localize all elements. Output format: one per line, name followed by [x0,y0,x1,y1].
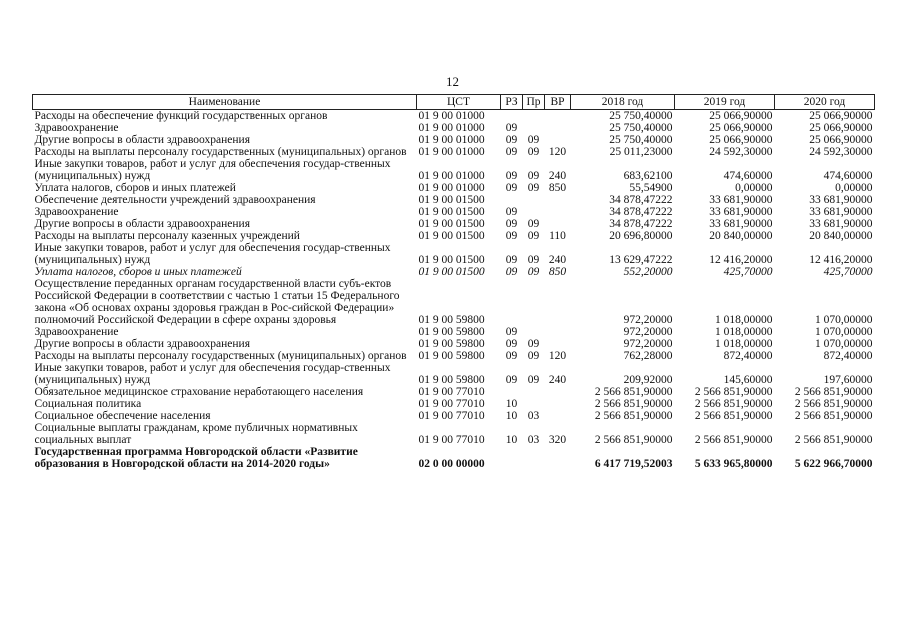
row-2020: 12 416,20000 [809,254,873,266]
row-cst: 01 9 00 59800 [418,374,485,386]
row-rz: 10 [505,434,518,446]
header-2018: 2018 год [571,95,675,110]
row-name: Другие вопросы в области здравоохранения [34,338,250,350]
row-2020: 33 681,90000 [809,194,873,206]
row-2020: 2 566 851,90000 [794,434,873,446]
row-2020: 474,60000 [823,170,873,182]
row-cst: 01 9 00 01000 [418,182,485,194]
table-row [33,446,875,470]
row-rz: 09 [505,266,518,278]
row-cst: 01 9 00 59800 [418,314,485,326]
header-2019: 2019 год [675,95,775,110]
row-pr: 09 [527,338,540,350]
row-2020: 1 070,00000 [815,326,873,338]
row-vr [545,218,571,230]
row-2019: 25 066,90000 [709,122,773,134]
row-2019: 5 633 965,80000 [694,458,773,470]
row-pr [523,110,545,123]
row-cst: 01 9 00 01500 [418,230,485,242]
row-2018: 6 417 719,52003 [594,458,673,470]
row-2020: 25 066,90000 [809,122,873,134]
row-name: Социальное обеспечение населения [34,410,211,422]
row-vr: 240 [548,374,567,386]
row-vr [545,446,571,470]
row-2018: 13 629,47222 [609,254,673,266]
row-2019: 0,00000 [735,182,773,194]
row-vr: 240 [548,254,567,266]
table-row [33,362,875,386]
row-vr [545,194,571,206]
row-vr: 120 [548,146,567,158]
row-name: Расходы на выплаты персоналу казенных учреждений [34,230,300,242]
row-rz [501,110,523,123]
row-2018: 683,62100 [623,170,673,182]
row-cst: 01 9 00 59800 [418,326,485,338]
row-2019: 24 592,30000 [709,146,773,158]
header-row [33,95,875,110]
table-row [33,242,875,266]
row-2020: 197,60000 [823,374,873,386]
row-pr [523,206,545,218]
row-cst: 01 9 00 01500 [418,218,485,230]
row-vr [545,134,571,146]
row-cst: 01 9 00 59800 [418,350,485,362]
row-vr [545,386,571,398]
row-cst: 01 9 00 01500 [418,194,485,206]
row-cst: 01 9 00 77010 [418,410,485,422]
table-row [33,206,875,218]
table-row [33,182,875,194]
row-vr: 120 [548,350,567,362]
table-row [33,110,875,123]
row-name: Государственная программа Новгородской области «Развитие образования в Новгородской области на 2014-2020 годы» [34,446,358,470]
row-rz [501,386,523,398]
row-2019: 33 681,90000 [709,194,773,206]
table-row [33,266,875,278]
row-2020: 2 566 851,90000 [794,398,873,410]
row-2020: 5 622 966,70000 [794,458,873,470]
row-vr [545,206,571,218]
row-2019: 25 066,90000 [709,110,773,122]
row-cst: 01 9 00 01500 [418,254,485,266]
header-name: Наименование [33,95,417,110]
row-pr: 09 [527,374,540,386]
row-cst: 01 9 00 01000 [418,110,485,122]
row-pr [523,326,545,338]
row-pr: 09 [527,218,540,230]
row-2018: 972,20000 [623,338,673,350]
table-row [33,146,875,158]
row-2019: 145,60000 [723,374,773,386]
table-row [33,398,875,410]
row-name: Расходы на обеспечение функций государственных органов [34,110,328,122]
row-rz: 09 [505,182,518,194]
row-2020: 33 681,90000 [809,206,873,218]
row-vr [545,110,571,123]
row-rz: 09 [505,218,518,230]
row-2019: 33 681,90000 [709,206,773,218]
row-rz [501,194,523,206]
row-2019: 1 018,00000 [715,338,773,350]
row-cst: 01 9 00 77010 [418,386,485,398]
row-2018: 2 566 851,90000 [594,434,673,446]
row-2018: 34 878,47222 [609,194,673,206]
table-row [33,410,875,422]
table-row [33,278,875,326]
row-2018: 20 696,80000 [609,230,673,242]
row-rz: 09 [505,254,518,266]
row-2018: 25 750,40000 [609,110,673,122]
row-2018: 55,54900 [629,182,673,194]
row-2018: 34 878,47222 [609,218,673,230]
row-2019: 2 566 851,90000 [694,434,773,446]
row-name: Социальная политика [34,398,142,410]
row-rz: 09 [505,338,518,350]
row-name: Здравоохранение [34,122,119,134]
row-2018: 762,28000 [623,350,673,362]
row-cst: 01 9 00 01000 [418,170,485,182]
row-rz: 09 [505,146,518,158]
row-pr: 09 [527,254,540,266]
row-name: Здравоохранение [34,206,119,218]
row-pr: 03 [527,410,540,422]
row-name: Другие вопросы в области здравоохранения [34,134,250,146]
row-vr [545,410,571,422]
row-name: Уплата налогов, сборов и иных платежей [34,182,236,194]
row-2018: 34 878,47222 [609,206,673,218]
row-name: Расходы на выплаты персоналу государственных (муниципальных) органов [34,146,407,158]
row-name: Иные закупки товаров, работ и услуг для обеспечения государ-ственных (муниципальных) нужд [34,242,391,266]
row-2019: 1 018,00000 [715,326,773,338]
row-rz [501,278,523,326]
row-name: Расходы на выплаты персоналу государственных (муниципальных) органов [34,350,407,362]
row-vr [545,338,571,350]
budget-table [32,94,875,470]
row-2020: 2 566 851,90000 [794,386,873,398]
row-vr [545,122,571,134]
row-pr [523,446,545,470]
row-2019: 474,60000 [723,170,773,182]
row-pr [523,386,545,398]
row-2018: 972,20000 [623,326,673,338]
row-rz: 09 [505,374,518,386]
row-2019: 20 840,00000 [709,230,773,242]
row-2019: 1 018,00000 [715,314,773,326]
row-pr: 09 [527,266,540,278]
header-cst: ЦСТ [417,95,501,110]
row-2019: 2 566 851,90000 [694,398,773,410]
table-row [33,338,875,350]
table-row [33,194,875,206]
table-body [33,110,875,471]
row-rz: 09 [505,326,518,338]
row-2018: 25 750,40000 [609,122,673,134]
table-row [33,230,875,242]
row-2018: 209,92000 [623,374,673,386]
row-2020: 872,40000 [823,350,873,362]
row-2018: 25 750,40000 [609,134,673,146]
row-vr: 240 [548,170,567,182]
row-rz: 10 [505,410,518,422]
row-cst: 02 0 00 00000 [418,458,485,470]
row-pr [523,398,545,410]
row-2018: 2 566 851,90000 [594,398,673,410]
table-row [33,422,875,446]
row-2020: 0,00000 [835,182,873,194]
row-pr: 09 [527,134,540,146]
row-cst: 01 9 00 01500 [418,206,485,218]
row-pr: 09 [527,146,540,158]
row-name: Обязательное медицинское страхование неработающего населения [34,386,364,398]
row-2019: 2 566 851,90000 [694,386,773,398]
row-2018: 972,20000 [623,314,673,326]
row-2020: 2 566 851,90000 [794,410,873,422]
row-rz: 09 [505,170,518,182]
row-name: Другие вопросы в области здравоохранения [34,218,250,230]
row-2020: 20 840,00000 [809,230,873,242]
header-2020: 2020 год [775,95,875,110]
row-2020: 24 592,30000 [809,146,873,158]
row-pr [523,122,545,134]
table-row [33,386,875,398]
row-2019: 425,70000 [723,266,773,278]
row-2019: 25 066,90000 [709,134,773,146]
header-pr: Пр [523,95,545,110]
row-vr [545,278,571,326]
header-vr: ВР [545,95,571,110]
row-pr [523,194,545,206]
table-row [33,158,875,182]
row-2020: 1 070,00000 [815,338,873,350]
page-number: 12 [446,74,459,89]
row-vr: 850 [548,266,567,278]
table-row [33,350,875,362]
row-name: Уплата налогов, сборов и иных платежей [34,266,242,278]
row-cst: 01 9 00 01000 [418,122,485,134]
row-2020: 33 681,90000 [809,218,873,230]
row-pr [523,278,545,326]
row-cst: 01 9 00 01000 [418,134,485,146]
row-name: Иные закупки товаров, работ и услуг для обеспечения государ-ственных (муниципальных) нужд [34,158,391,182]
row-rz: 10 [505,398,518,410]
row-2019: 33 681,90000 [709,218,773,230]
row-cst: 01 9 00 01500 [418,266,485,278]
table-row [33,122,875,134]
row-name: Здравоохранение [34,326,119,338]
header-rz: РЗ [501,95,523,110]
row-pr: 09 [527,230,540,242]
table-row [33,134,875,146]
row-2019: 12 416,20000 [709,254,773,266]
row-name: Социальные выплаты гражданам, кроме публичных нормативных социальных выплат [34,422,358,446]
row-cst: 01 9 00 01000 [418,146,485,158]
row-cst: 01 9 00 77010 [418,398,485,410]
row-vr: 320 [548,434,567,446]
row-name: Осуществление переданных органам государственной власти субъ-ектов Российской Федерации в соответствии с частью 1 статьи 15 Федерального закона «Об основах охраны здоровья граждан в Рос-сийской Федерации» полномочий Российской Федерации в сфере охраны здоровья [34,278,400,326]
row-rz: 09 [505,122,518,134]
row-2018: 552,20000 [623,266,673,278]
row-cst: 01 9 00 59800 [418,338,485,350]
row-pr: 09 [527,170,540,182]
table-row [33,326,875,338]
row-rz [501,446,523,470]
row-name: Обеспечение деятельности учреждений здравоохранения [34,194,316,206]
row-2020: 425,70000 [823,266,873,278]
row-2020: 1 070,00000 [815,314,873,326]
row-2019: 872,40000 [723,350,773,362]
table-row [33,218,875,230]
row-vr: 110 [549,230,566,242]
row-name: Иные закупки товаров, работ и услуг для обеспечения государ-ственных (муниципальных) нужд [34,362,391,386]
row-vr: 850 [548,182,567,194]
row-rz: 09 [505,134,518,146]
row-rz: 09 [505,230,518,242]
row-pr: 03 [527,434,540,446]
row-2018: 2 566 851,90000 [594,386,673,398]
row-2018: 25 011,23000 [609,146,673,158]
row-2018: 2 566 851,90000 [594,410,673,422]
row-cst: 01 9 00 77010 [418,434,485,446]
row-vr [545,398,571,410]
row-vr [545,326,571,338]
row-rz: 09 [505,350,518,362]
row-2020: 25 066,90000 [809,110,873,122]
row-2020: 25 066,90000 [809,134,873,146]
row-rz: 09 [505,206,518,218]
row-pr: 09 [527,350,540,362]
row-pr: 09 [527,182,540,194]
table-header [33,95,875,110]
row-2019: 2 566 851,90000 [694,410,773,422]
